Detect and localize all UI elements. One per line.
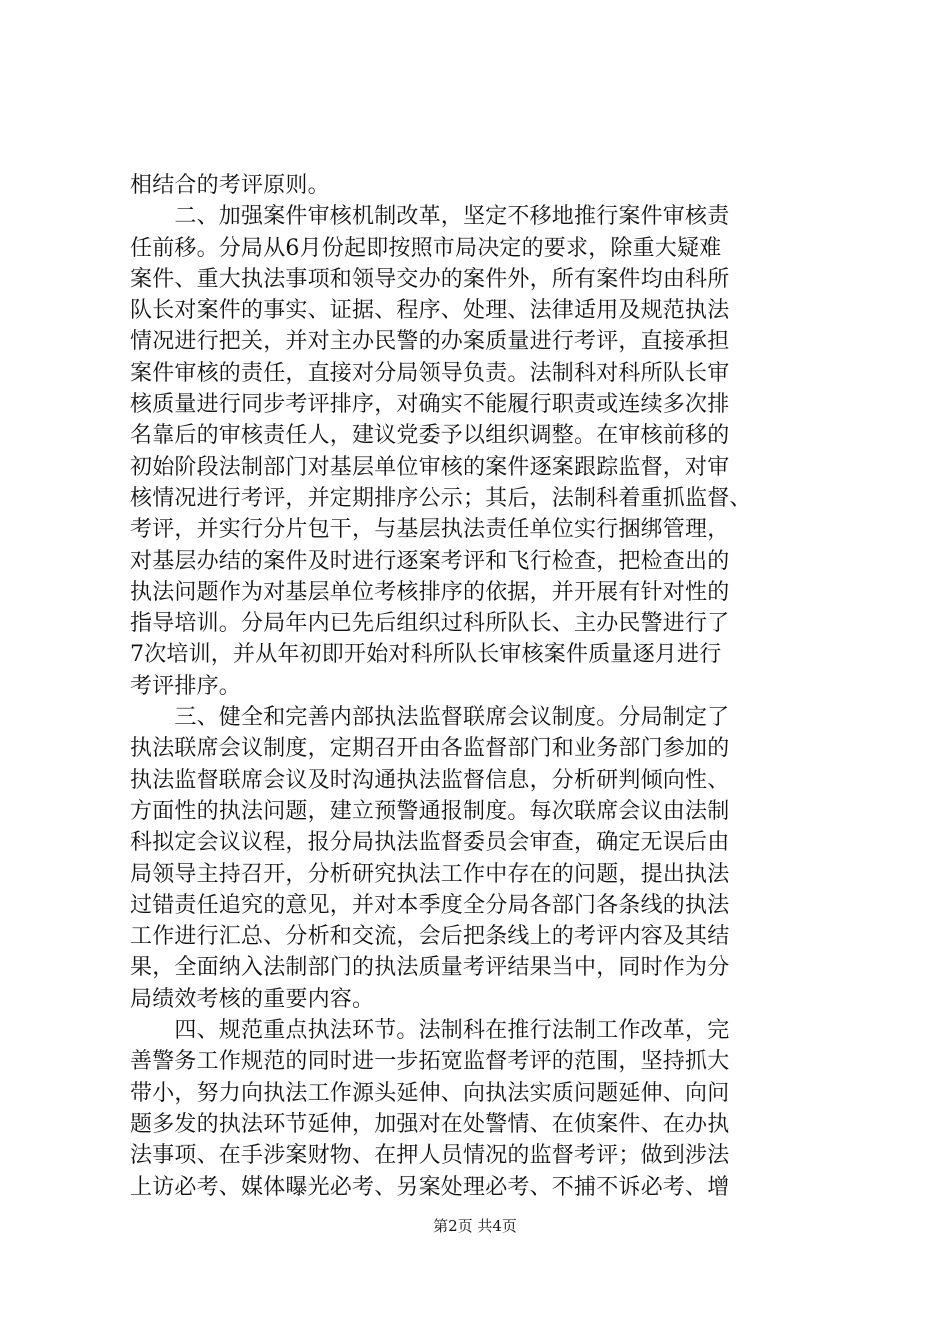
text-line: 执法问题作为对基层单位考核排序的依据，并开展有针对性的: [130, 579, 730, 605]
text-line: 法事项、在手涉案财物、在押人员情况的监督考评；做到涉法: [130, 1143, 730, 1169]
text-line: 上访必考、媒体曝光必考、另案处理必考、不捕不诉必考、增: [130, 1174, 730, 1200]
text-line: 局绩效考核的重要内容。: [130, 986, 375, 1012]
text-line: 案件、重大执法事项和领导交办的案件外，所有案件均由科所: [130, 266, 730, 292]
text-line: 过错责任追究的意见，并对本季度全分局各部门各条线的执法: [130, 892, 730, 918]
text-line: 执法联席会议制度，定期召开由各监督部门和业务部门参加的: [130, 736, 730, 762]
text-line: 工作进行汇总、分析和交流，会后把条线上的考评内容及其结: [130, 924, 730, 950]
text-line: 三、健全和完善内部执法监督联席会议制度。分局制定了: [130, 705, 730, 731]
text-line: 局领导主持召开，分析研究执法工作中存在的问题，提出执法: [130, 861, 730, 887]
text-line: 带小，努力向执法工作源头延伸、向执法实质问题延伸、向问: [130, 1080, 730, 1106]
text-line: 情况进行把关，并对主办民警的办案质量进行考评，直接承担: [130, 329, 730, 355]
text-line: 案件审核的责任，直接对分局领导负责。法制科对科所队长审: [130, 360, 730, 386]
page-number-footer: 第2页 共4页: [433, 1217, 517, 1235]
text-line: 二、加强案件审核机制改革，坚定不移地推行案件审核责: [130, 204, 730, 230]
text-line: 方面性的执法问题，建立预警通报制度。每次联席会议由法制: [130, 798, 730, 824]
text-line: 题多发的执法环节延伸，加强对在处警情、在侦案件、在办执: [130, 1111, 730, 1137]
text-line: 对基层办结的案件及时进行逐案考评和飞行检查，把检查出的: [130, 548, 730, 574]
body-text: [130, 170, 830, 1203]
text-line: 科拟定会议议程，报分局执法监督委员会审查，确定无误后由: [130, 830, 730, 856]
text-line: 考评排序。: [130, 673, 242, 699]
text-line: 四、规范重点执法环节。法制科在推行法制工作改革，完: [130, 1018, 730, 1044]
text-line: 核情况进行考评，并定期排序公示；其后，法制科着重抓监督、: [130, 485, 752, 511]
text-line: 指导培训。分局年内已先后组织过科所队长、主办民警进行了: [130, 611, 730, 637]
text-line: 果，全面纳入法制部门的执法质量考评结果当中，同时作为分: [130, 955, 730, 981]
text-line: 善警务工作规范的同时进一步拓宽监督考评的范围，坚持抓大: [130, 1049, 730, 1075]
text-line: 相结合的考评原则。: [130, 173, 330, 198]
text-line: 队长对案件的事实、证据、程序、处理、法律适用及规范执法: [130, 298, 730, 324]
text-line: 初始阶段法制部门对基层单位审核的案件逐案跟踪监督，对审: [130, 454, 730, 480]
text-line: 任前移。分局从6月份起即按照市局决定的要求，除重大疑难: [130, 235, 722, 261]
text-line: 核质量进行同步考评排序，对确实不能履行职责或连续多次排: [130, 392, 730, 418]
text-line: 执法监督联席会议及时沟通执法监督信息，分析研判倾向性、: [130, 767, 730, 793]
text-line: 7次培训，并从年初即开始对科所队长审核案件质量逐月进行: [130, 642, 722, 668]
text-line: 考评，并实行分片包干，与基层执法责任单位实行捆绑管理，: [130, 517, 730, 543]
text-line: 名靠后的审核责任人，建议党委予以组织调整。在审核前移的: [130, 423, 730, 449]
